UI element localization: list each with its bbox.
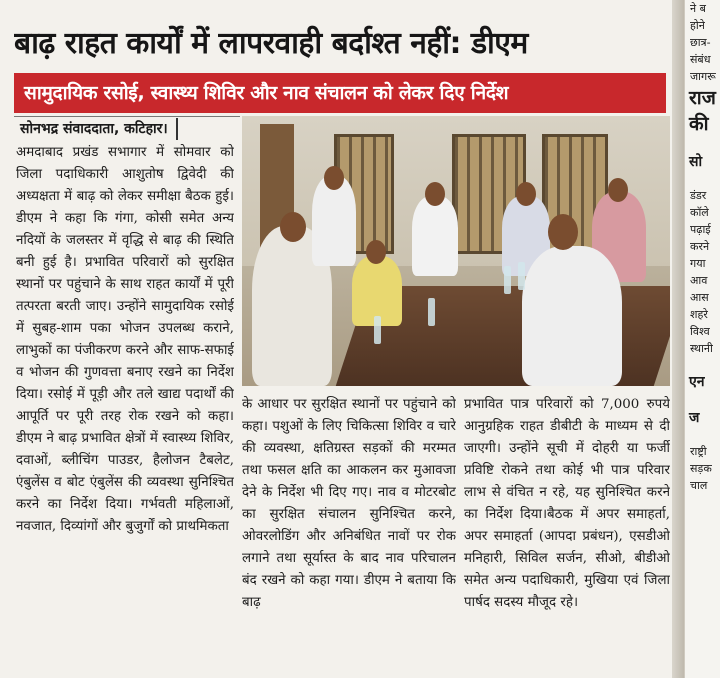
adjacent-text-line: गया xyxy=(690,257,706,270)
adjacent-heading: की xyxy=(689,113,709,135)
adjacent-text-line: डंडर xyxy=(690,189,707,202)
article-headline: बाढ़ राहत कार्यों में लापरवाही बर्दाश्त नहीं: डीएम xyxy=(14,26,528,61)
article-column-1: अमदाबाद प्रखंड सभागार में सोमवार को जिला पदाधिकारी आशुतोष द्विवेदी की अध्यक्षता में बाढ़ को लेकर समीक्षा बैठक हुई। डीएम ने कहा कि गंगा, कोसी समेत अन्य नदियों के जलस्तर में वृद्धि से बाढ़ की स्थिति बनी हुई है। प्रभावित परिवारों को सुरक्षित स्थानों पर पहुंचाने के साथ राहत कार्यों में पूरी तत्परता बरती जाए। उन्होंने सामुदायिक रसोई में सुबह-शाम पका भोजन उपलब्ध कराने, लाभुकों का पंजीकरण करने और साफ-सफाई व भोजन की गुणवत्ता बनाए रखने का निर्देश दिया। रसोई में पूड़ी और तले खाद्य पदार्थों की आपूर्ति पर पूरी तरह रोक रखने को कहा। डीएम ने बाढ़ प्रभावित क्षेत्रों में स्वास्थ्य शिविर, दवाओं, ब्लीचिंग पाउडर, हैलोजन टैबलेट, एंबुलेंस व बोट एंबुलेंस की व्यवस्था सुनिश्चित करने का निर्देश दिया। गर्भवती महिलाओं, नवजात, दिव्यांगों और बुजुर्गों को प्राथमिकता xyxy=(16,145,234,534)
article-column-2: के आधार पर सुरक्षित स्थानों पर पहुंचाने को कहा। पशुओं के लिए चिकित्सा शिविर व चारे की व्यवस्था, क्षतिग्रस्त सड़कों की मरम्मत तथा फसल क्षति का आकलन कर मुआवजा देने के निर्देश भी दिए गए। नाव व मोटरबोट का सुरक्षित संचालन सुनिश्चित करने, ओवरलोडिंग और अनिबंधित नावों पर रोक लगाने तथा सूर्यास्त के बाद नाव परिचालन बंद रखने को कहा गया। डीएम ने बताया कि बाढ़ xyxy=(242,397,456,610)
photo-person-head xyxy=(280,212,306,242)
photo-bottle xyxy=(428,298,435,326)
adjacent-text-line: आस xyxy=(690,291,709,304)
article-byline: सोनभद्र संवाददाता, कटिहार। xyxy=(20,118,178,140)
adjacent-text-line: पढ़ाई xyxy=(690,223,711,236)
photo-bottle xyxy=(518,262,525,290)
adjacent-text-line: शहरे xyxy=(690,308,708,321)
photo-person xyxy=(522,246,622,386)
photo-person xyxy=(412,196,458,276)
adjacent-heading: राज xyxy=(689,87,716,109)
article-subheadline: सामुदायिक रसोई, स्वास्थ्य शिविर और नाव संचालन को लेकर दिए निर्देश xyxy=(14,73,666,113)
article-column-3: प्रभावित पात्र परिवारों को 7,000 रुपये आनुग्रहिक राहत डीबीटी के माध्यम से दी जाएगी। उन्होंने सूची में दोहरी या फर्जी प्रविष्टि रोकने तथा कोई भी पात्र परिवार लाभ से वंचित न रहे, यह सुनिश्चित करने का निर्देश दिया।बैठक में अपर समाहर्ता, अपर समाहर्ता (आपदा प्रबंधन), एसडीओ मनिहारी, सिविल सर्जन, सीओ, बीडीओ समेत अन्य पदाधिकारी, मुखिया एवं जिला पार्षद सदस्य मौजूद रहे। xyxy=(464,397,670,610)
meeting-photo xyxy=(242,116,670,386)
adjacent-text-line: छात्र- xyxy=(690,36,711,49)
photo-bottle xyxy=(374,316,381,344)
photo-person-head xyxy=(548,214,578,250)
adjacent-text-line: जागरू xyxy=(690,70,716,83)
adjacent-text-line: राष्ट्री xyxy=(690,445,707,458)
photo-person-head xyxy=(608,178,628,202)
adjacent-text-line: करने xyxy=(690,240,710,253)
page-fold xyxy=(672,0,684,678)
adjacent-text-line: विश्व xyxy=(690,325,710,338)
adjacent-text-line: ने ब xyxy=(690,2,706,15)
adjacent-text-line: कॉले xyxy=(690,206,709,219)
photo-person-head xyxy=(366,240,386,264)
adjacent-text-line: चाल xyxy=(690,479,708,492)
adjacent-subheading: ज xyxy=(689,410,700,426)
adjacent-text-line: संबंध xyxy=(690,53,711,66)
adjacent-text-line: स्थानी xyxy=(690,342,713,355)
photo-person-head xyxy=(516,182,536,206)
photo-person-head xyxy=(425,182,445,206)
adjacent-subheading: सो xyxy=(689,154,703,170)
adjacent-text-line: आव xyxy=(690,274,708,287)
adjacent-text-line: होने xyxy=(690,19,705,32)
adjacent-text-line: सड़क xyxy=(690,462,712,475)
adjacent-subheading: एन xyxy=(689,374,705,390)
adjacent-article-column xyxy=(684,0,720,678)
byline-rule xyxy=(14,116,240,117)
photo-person-head xyxy=(324,166,344,190)
photo-bottle xyxy=(504,266,511,294)
